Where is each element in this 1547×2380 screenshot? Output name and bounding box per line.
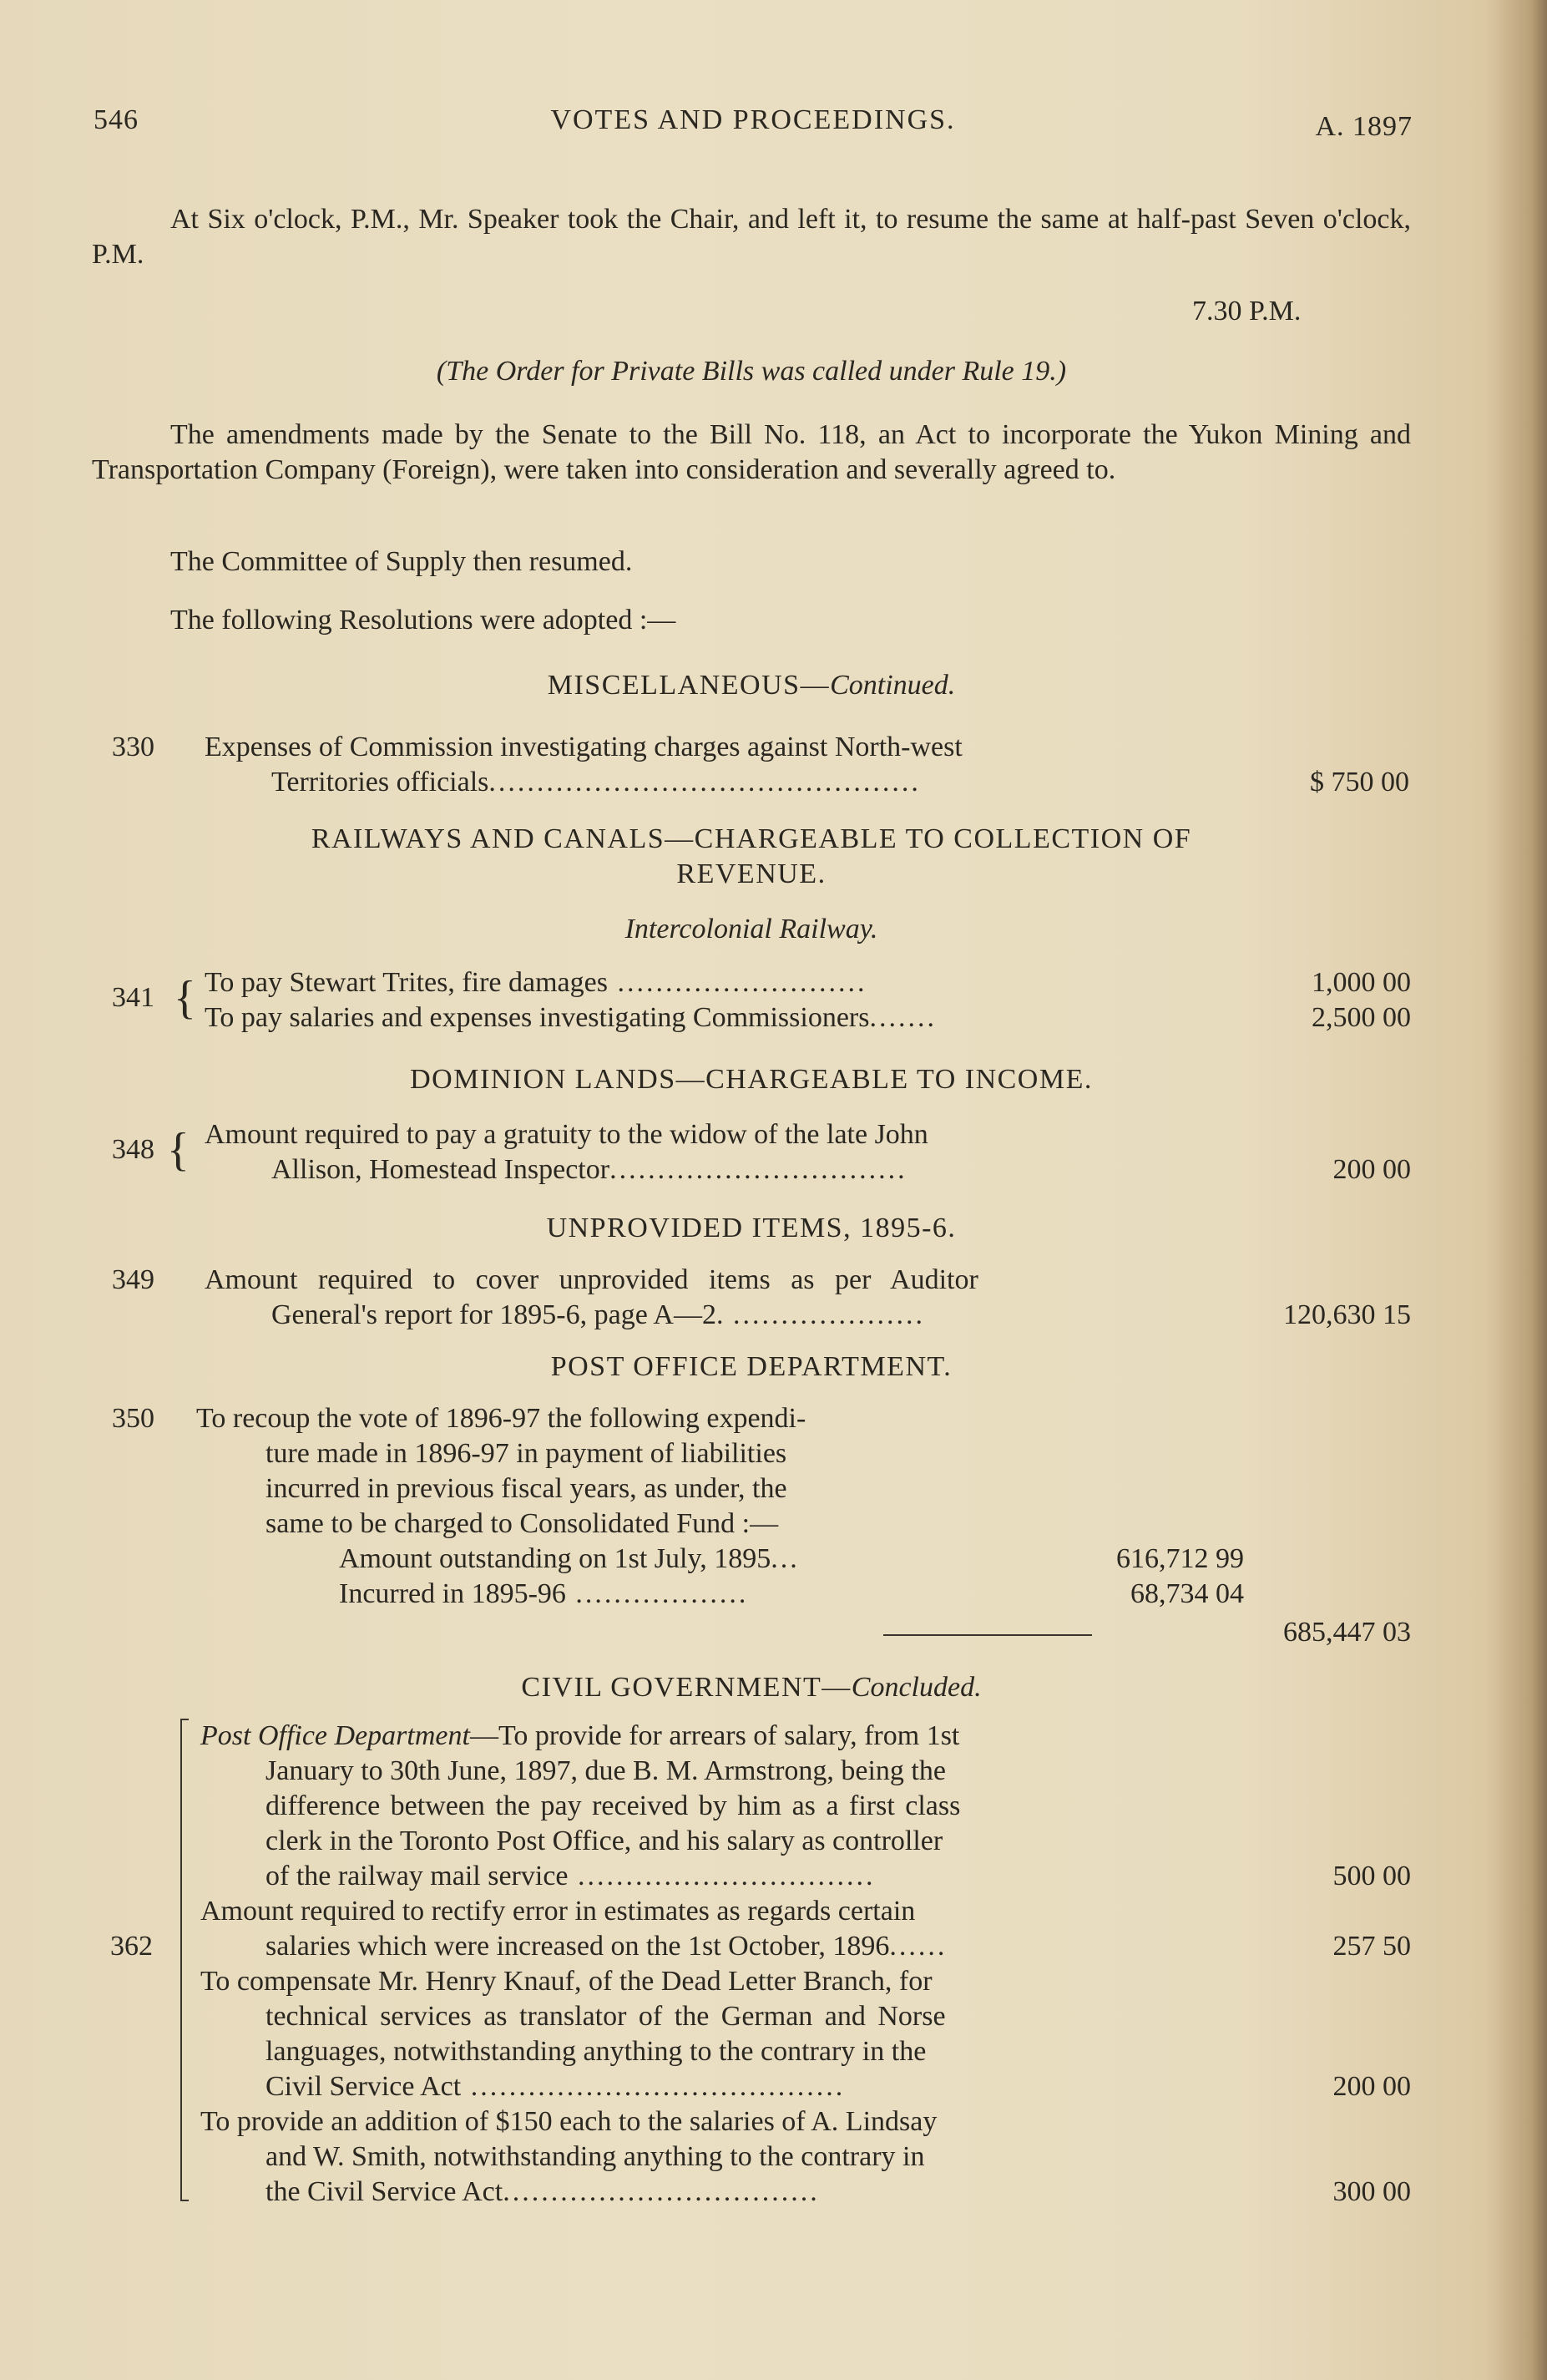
- civil-p1-text1: —To provide for arrears of salary, from 1st: [469, 1720, 960, 1751]
- civil-p4-amount: 300 00: [1332, 2176, 1411, 2207]
- civil-p2-amount: 257 50: [1332, 1931, 1411, 1962]
- unprovided-amount: 120,630 15: [1283, 1299, 1411, 1330]
- civil-p3-text3: languages, notwithstanding anything to the contrary in the: [265, 2036, 927, 2067]
- item-number: 349: [112, 1264, 154, 1295]
- dominion-item-line2: Allison, Homestead Inspector............................... 200 00: [92, 1152, 1411, 1187]
- misc-heading-text: MISCELLANEOUS—: [547, 670, 831, 701]
- six-oclock-paragraph: At Six o'clock, P.M., Mr. Speaker took the Chair, and left it, to resume the same at half-past Seven o'clock, P.M.: [92, 204, 1411, 270]
- post-office-heading: [92, 1350, 1411, 1385]
- civil-p4-text3: the Civil Service Act: [265, 2176, 503, 2207]
- civil-heading-italic: Concluded.: [851, 1672, 982, 1703]
- railways-item-line1: To pay Stewart Trites, fire damages .......................... 1,000 00: [92, 965, 1411, 1000]
- railways-heading-line1: [92, 822, 1411, 857]
- time-line: [92, 294, 1411, 329]
- railways-heading-line2: [92, 857, 1411, 892]
- civil-p4-line3: the Civil Service Act................................. 300 00: [92, 2175, 1411, 2210]
- post-office-sub2: Incurred in 1895-96 .................. 68,734 04: [92, 1577, 1411, 1612]
- misc-heading: [92, 668, 1411, 703]
- private-bills-note: [92, 354, 1411, 389]
- railways-subheading: [92, 912, 1411, 947]
- railways-amount2: 2,500 00: [1312, 1002, 1411, 1033]
- civil-p1-amount: 500 00: [1332, 1861, 1411, 1891]
- civil-p1-line3: [92, 1789, 1411, 1824]
- civil-p1-line5: of the railway mail service ............................... 500 00: [92, 1859, 1411, 1894]
- running-title: VOTES AND PROCEEDINGS.: [550, 104, 956, 135]
- unprovided-heading: [92, 1211, 1411, 1246]
- dominion-line2: Allison, Homestead Inspector: [271, 1154, 610, 1185]
- unprovided-item-line1: [92, 1263, 1411, 1298]
- supply-text: The Committee of Supply then resumed.: [170, 546, 633, 577]
- misc-line1: Expenses of Commission investigating charges against North-west: [205, 732, 963, 762]
- civil-p1-text4: clerk in the Toronto Post Office, and his salary as controller: [265, 1826, 943, 1856]
- misc-item-line2: Territories officials............................................. $ 750 00: [92, 765, 1411, 800]
- railways-subheading-text: Intercolonial Railway.: [624, 914, 878, 944]
- post-office-sub1-amount: 616,712 99: [1116, 1543, 1244, 1574]
- misc-line2: Territories officials: [271, 767, 489, 798]
- post-office-text2: ture made in 1896-97 in payment of liabilities: [265, 1438, 787, 1469]
- railways-line1: To pay Stewart Trites, fire damages: [205, 967, 608, 998]
- post-office-total-row: [92, 1615, 1411, 1650]
- brace-icon: {: [167, 1124, 190, 1176]
- civil-p4-text2: and W. Smith, notwithstanding anything to the contrary in: [265, 2141, 925, 2172]
- unprovided-item-line2: General's report for 1895-6, page A—2. .................... 120,630 15: [92, 1298, 1411, 1333]
- civil-p2-text2: salaries which were increased on the 1st October, 1896: [265, 1931, 890, 1962]
- session-year: A. 1897: [1315, 111, 1413, 142]
- civil-p1-text2: January to 30th June, 1897, due B. M. Armstrong, being the: [265, 1755, 946, 1786]
- post-office-sub1: Amount outstanding on 1st July, 1895... 616,712 99: [92, 1542, 1411, 1577]
- post-office-sub1-label: Amount outstanding on 1st July, 1895: [339, 1543, 771, 1574]
- dominion-amount: 200 00: [1332, 1154, 1411, 1185]
- item-number: 341: [112, 982, 154, 1013]
- post-office-heading-text: POST OFFICE DEPARTMENT.: [550, 1351, 953, 1382]
- civil-p3-text4: Civil Service Act: [265, 2071, 462, 2102]
- post-office-text4: same to be charged to Consolidated Fund :—: [265, 1508, 779, 1539]
- civil-p3-text1: To compensate Mr. Henry Knauf, of the Dead Letter Branch, for: [200, 1966, 933, 1997]
- civil-p3-line1: [92, 1964, 1411, 1999]
- civil-p3-text2: technical services as translator of the German and Norse: [265, 2001, 946, 2032]
- post-office-line4: [92, 1506, 1411, 1542]
- railways-item-line2: To pay salaries and expenses investigating Commissioners....... 2,500 00: [92, 1000, 1411, 1036]
- dominion-item-number-row: [92, 1132, 1411, 1167]
- misc-amount: $ 750 00: [1310, 767, 1409, 798]
- item-number: 350: [112, 1403, 154, 1434]
- civil-p1-text3: difference between the pay received by him as a first class: [265, 1790, 961, 1821]
- dominion-heading-text: DOMINION LANDS—CHARGEABLE TO INCOME.: [410, 1064, 1093, 1095]
- civil-p3-line2: [92, 1999, 1411, 2034]
- post-office-sub2-label: Incurred in 1895-96: [339, 1578, 566, 1609]
- page-number: 546: [94, 104, 139, 135]
- civil-p2-line2: 362 salaries which were increased on the 1st October, 1896...... 257 50: [92, 1929, 1411, 1964]
- item-number: 348: [112, 1134, 154, 1165]
- resolutions-text: The following Resolutions were adopted :—: [170, 605, 676, 636]
- amendments-paragraph: The amendments made by the Senate to the Bill No. 118, an Act to incorporate the Yukon Mining and Transportation Company (Foreign), were taken into consideration and severally agreed to.: [92, 419, 1411, 485]
- misc-heading-italic: Continued.: [830, 670, 956, 701]
- railways-amount1: 1,000 00: [1312, 967, 1411, 998]
- civil-p4-line1: [92, 2104, 1411, 2139]
- railways-item-number-row: [92, 980, 1411, 1015]
- post-office-total: 685,447 03: [1283, 1617, 1411, 1648]
- civil-p3-line4: Civil Service Act ....................................... 200 00: [92, 2069, 1411, 2104]
- unprovided-line2: General's report for 1895-6, page A—2.: [271, 1299, 724, 1330]
- post-office-line3: [92, 1471, 1411, 1506]
- civil-p1-line2: [92, 1754, 1411, 1789]
- supply-line: [92, 544, 1411, 580]
- misc-item-line1: [92, 730, 1411, 765]
- civil-p1-italic: Post Office Department: [200, 1720, 470, 1751]
- unprovided-line1: Amount required to cover unprovided items as per Auditor: [205, 1264, 978, 1295]
- civil-p3-amount: 200 00: [1332, 2071, 1411, 2102]
- post-office-text3: incurred in previous fiscal years, as under, the: [265, 1473, 787, 1504]
- railways-heading-text1: RAILWAYS AND CANALS—CHARGEABLE TO COLLECTION OF: [311, 823, 1192, 854]
- item-number: 330: [112, 732, 154, 762]
- civil-p1-line1: [92, 1719, 1411, 1754]
- running-header: [94, 104, 1413, 154]
- post-office-line1: [92, 1401, 1411, 1436]
- civil-heading: [92, 1670, 1411, 1705]
- post-office-line2: [92, 1436, 1411, 1471]
- civil-p2-text1: Amount required to rectify error in estimates as regards certain: [200, 1896, 916, 1927]
- brace-icon: {: [174, 972, 196, 1024]
- dominion-line1: Amount required to pay a gratuity to the widow of the late John: [205, 1119, 928, 1150]
- private-bills-text: (The Order for Private Bills was called under Rule 19.): [436, 356, 1067, 387]
- post-office-sub2-amount: 68,734 04: [1130, 1578, 1244, 1609]
- civil-p2-line1: [92, 1894, 1411, 1929]
- civil-p3-line3: [92, 2034, 1411, 2069]
- civil-p1-text5: of the railway mail service: [265, 1861, 569, 1891]
- evening-time: 7.30 P.M.: [1192, 296, 1302, 327]
- civil-p1-line4: [92, 1824, 1411, 1859]
- item-number: 362: [110, 1931, 153, 1962]
- civil-heading-text: CIVIL GOVERNMENT—: [521, 1672, 852, 1703]
- civil-p4-text1: To provide an addition of $150 each to the salaries of A. Lindsay: [200, 2106, 938, 2137]
- railways-heading-text2: REVENUE.: [676, 858, 827, 889]
- unprovided-heading-text: UNPROVIDED ITEMS, 1895-6.: [546, 1213, 957, 1243]
- dominion-heading: [92, 1062, 1411, 1097]
- resolutions-line: [92, 603, 1411, 638]
- railways-line2: To pay salaries and expenses investigating Commissioners: [205, 1002, 870, 1033]
- civil-p4-line2: [92, 2139, 1411, 2175]
- post-office-text1: To recoup the vote of 1896-97 the following expendi-: [196, 1403, 806, 1434]
